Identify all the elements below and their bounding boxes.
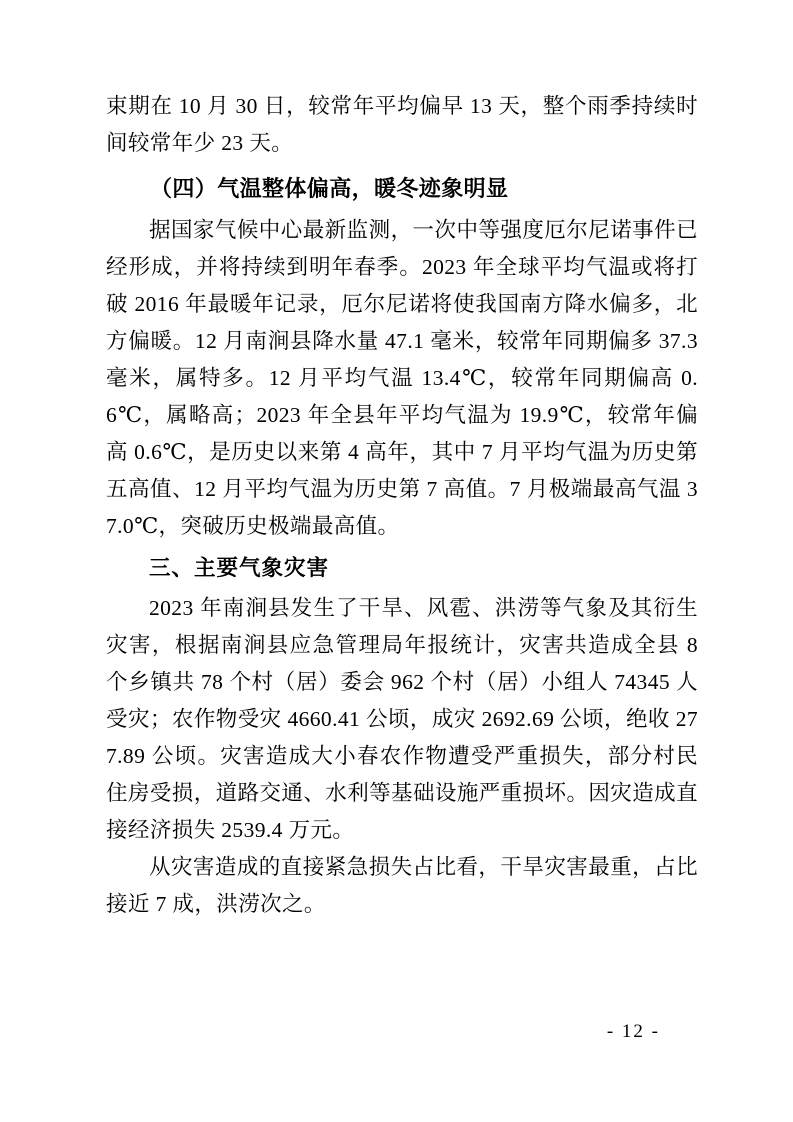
page-footer <box>607 1020 660 1044</box>
document-content <box>106 88 698 923</box>
section-heading: 三、主要气象灾害 <box>149 556 330 580</box>
page-number: - 12 - <box>606 1021 660 1042</box>
paragraph: 从灾害造成的直接紧急损失占比看，干旱灾害最重，占比接近 7 成，洪涝次之。 <box>106 855 698 916</box>
paragraph: 束期在 10 月 30 日，较常年平均偏早 13 天，整个雨季持续时间较常年少 23 天。 <box>106 94 698 155</box>
subsection-heading: （四）气温整体偏高，暖冬迹象明显 <box>150 176 509 201</box>
paragraph: 2023 年南涧县发生了干旱、风雹、洪涝等气象及其衍生灾害，根据南涧县应急管理局年报统计，灾害共造成全县 8 个乡镇共 78 个村（居）委会 962 个村（居）小组人 74345 人受灾；农作物受灾 4660.41 公顷，成灾 2692.69 公顷，绝收 277.89 公顷。灾害造成大小春农作物遭受严重损失，部分村民住房受损，道路交通、水利等基础设施严重损坏。因灾造成直接经济损失 2539.4 万元。 <box>106 596 698 842</box>
paragraph: 据国家气候中心最新监测，一次中等强度厄尔尼诺事件已经形成，并将持续到明年春季。2023 年全球平均气温或将打破 2016 年最暖年记录，厄尔尼诺将使我国南方降水偏多，北方偏暖。12 月南涧县降水量 47.1 毫米，较常年同期偏多 37.3 毫米，属特多。12 月平均气温 13.4℃，较常年同期偏高 0.6℃，属略高；2023 年全县年平均气温为 19.9℃，较常年偏高 0.6℃，是历史以来第 4 高年，其中 7 月平均气温为历史第五高值、12 月平均气温为历史第 7 高值。7 月极端最高气温 37.0℃，突破历史极端最高值。 <box>106 218 698 538</box>
